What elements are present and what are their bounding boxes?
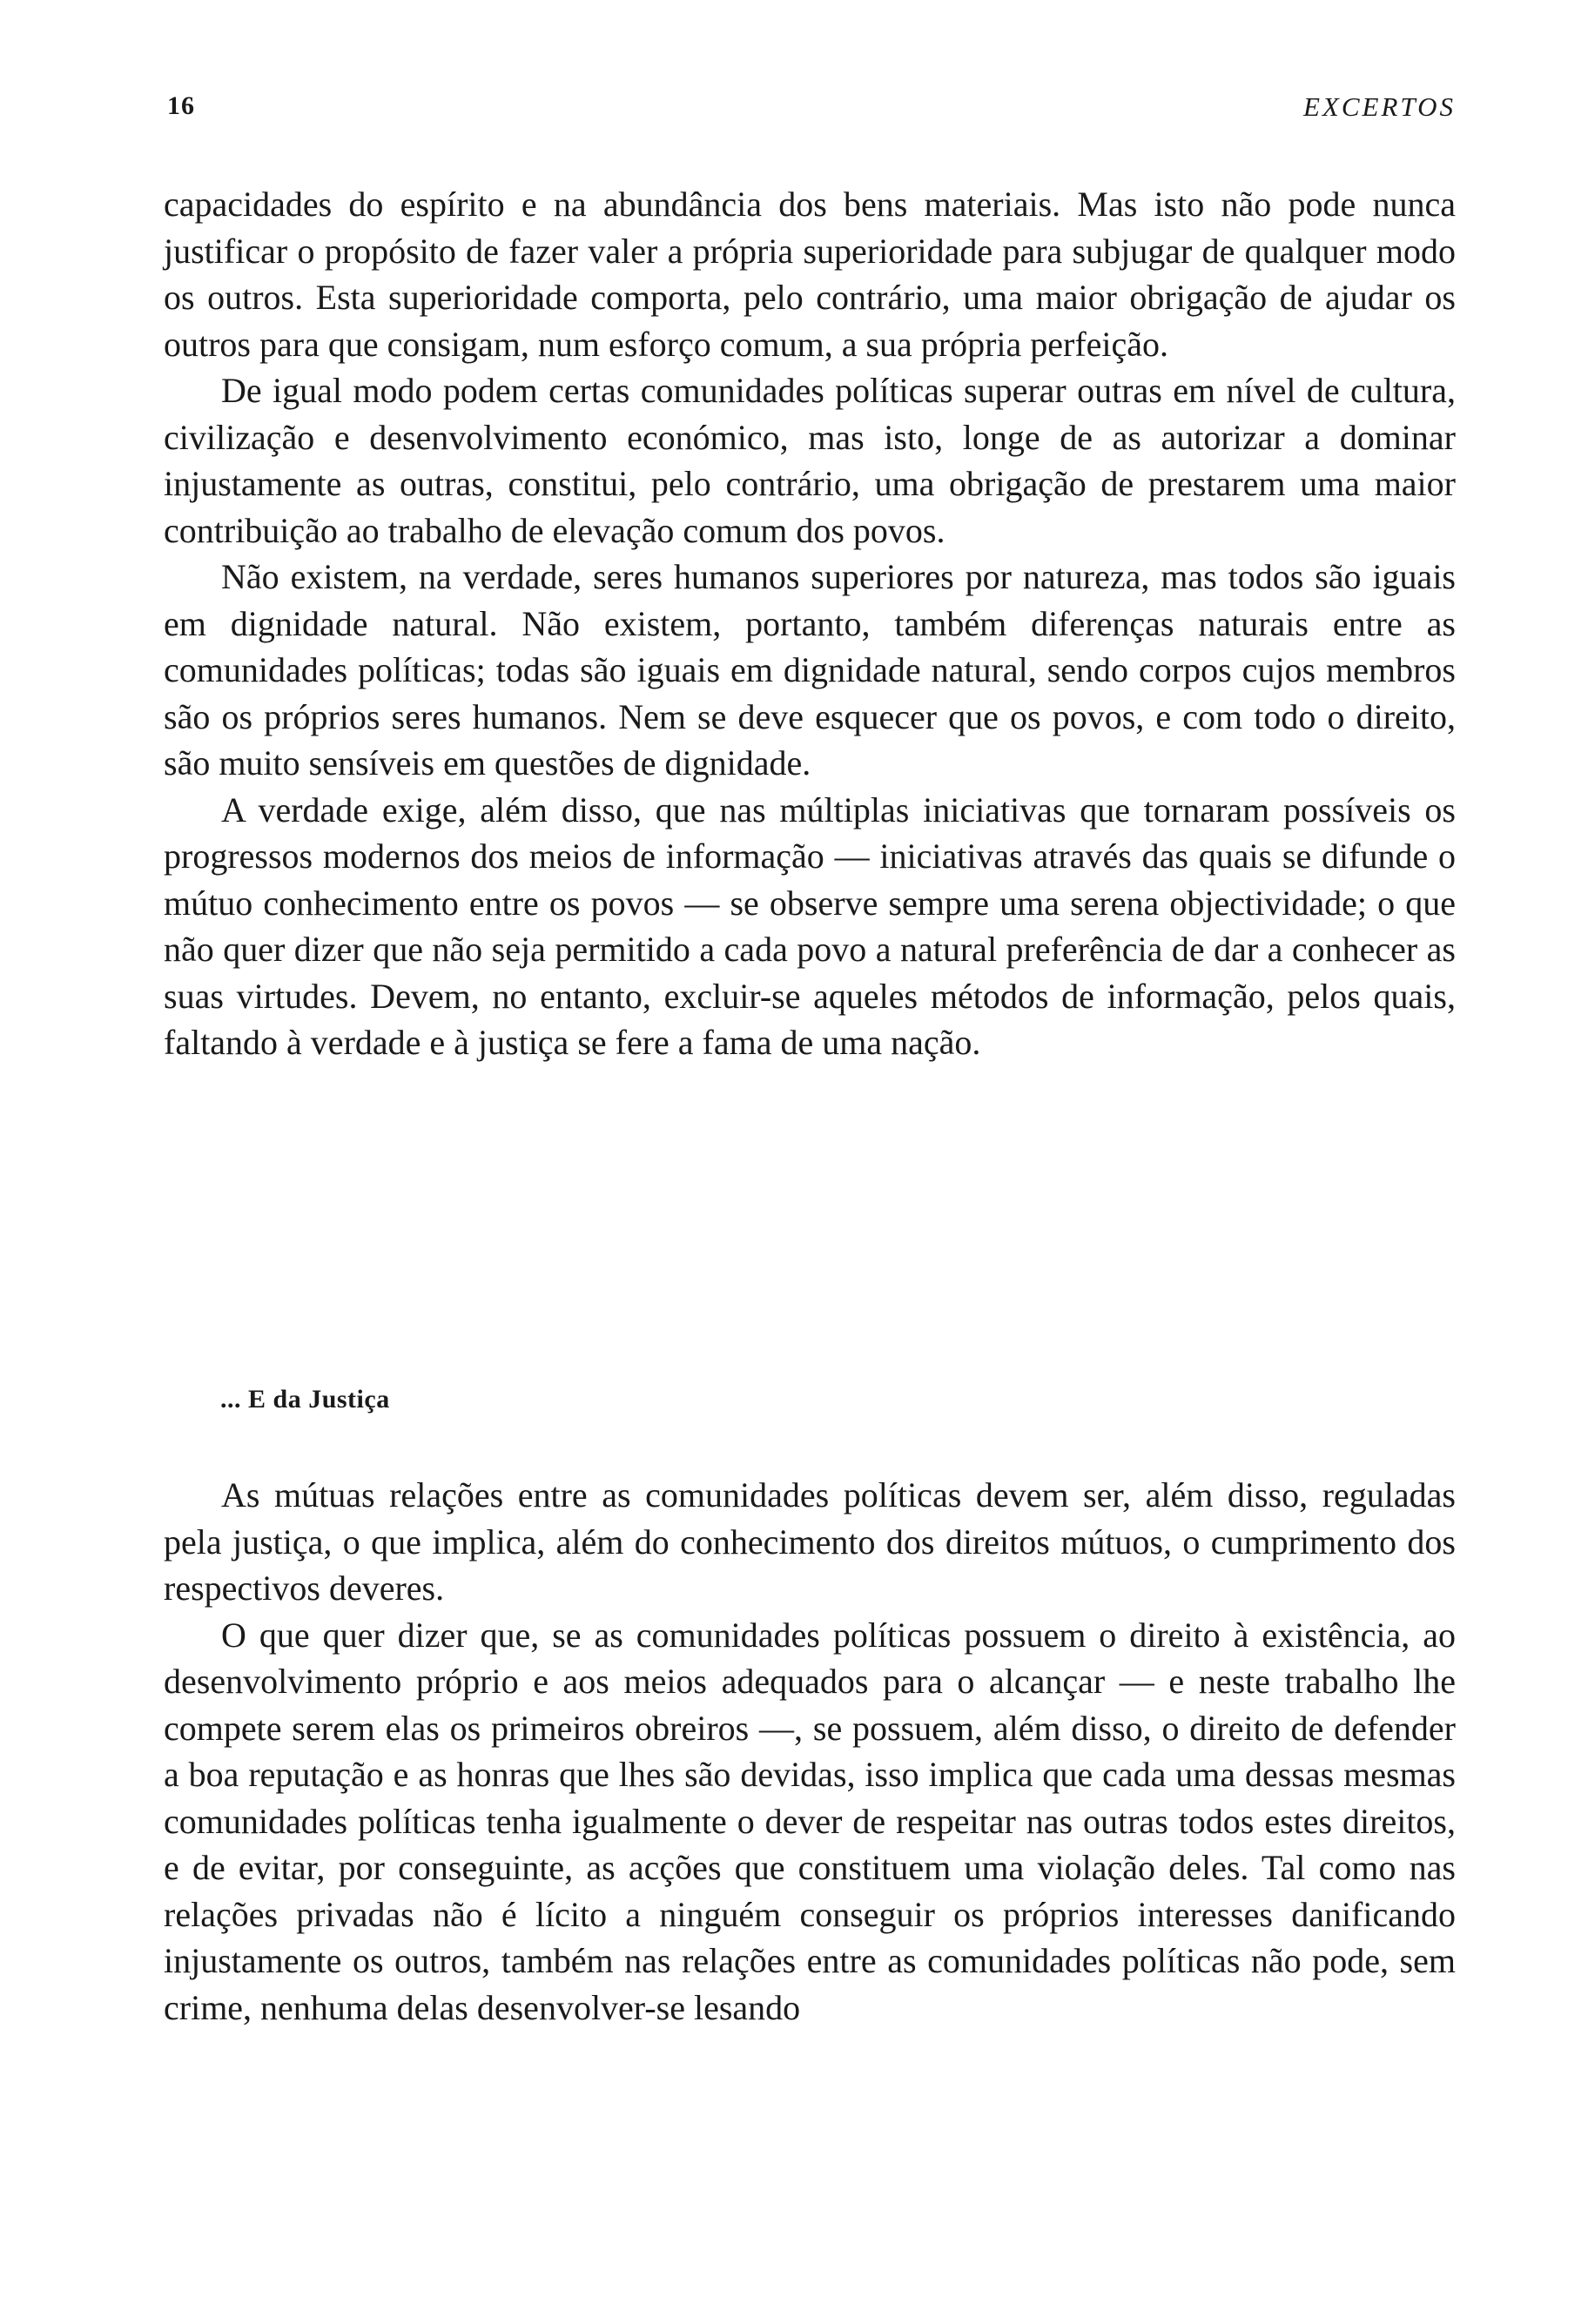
paragraph: As mútuas relações entre as comunidades políticas devem ser, além disso, reguladas pela justiça, o que implica, além do conhecimento dos direitos mútuos, o cumprimento dos respectivos deveres. [164,1475,1456,1608]
paragraph: capacidades do espírito e na abundância dos bens materiais. Mas isto não pode nunca justificar o propósito de fazer valer a própria superioridade para subjugar de qualquer modo os outros. Esta superioridade comporta, pelo contrário, uma maior obrigação de ajudar os outros para que consigam, num esforço comum, a sua própria perfeição. [164,185,1456,364]
paragraph: De igual modo podem certas comunidades políticas superar outras em nível de cultura, civilização e desenvolvimento económico, mas isto, longe de as autorizar a dominar injustamente as outras, constitui, pelo contrário, uma obrigação de prestarem uma maior contribuição ao trabalho de elevação comum dos povos. [164,371,1456,550]
paragraph: Não existem, na verdade, seres humanos superiores por natureza, mas todos são iguais em dignidade natural. Não existem, portanto, também diferenças naturais entre as comunidades políticas; todas são iguais em dignidade natural, sendo corpos cujos membros são os próprios seres humanos. Nem se deve esquecer que os povos, e com todo o direito, são muito sensíveis em questões de dignidade. [164,557,1456,783]
section-heading: ... E da Justiça [220,1385,390,1414]
running-header: EXCERTOS [1303,91,1456,122]
body-text-bottom [164,1472,1456,2031]
paragraph: A verdade exige, além disso, que nas múltiplas iniciativas que tornaram possíveis os progressos modernos dos meios de informação — iniciativas através das quais se difunde o mútuo conhecimento entre os povos — se observe sempre uma serena objectividade; o que não quer dizer que não seja permitido a cada povo a natural preferência de dar a conhecer as suas virtudes. Devem, no entanto, excluir-se aqueles métodos de informação, pelos quais, faltando à verdade e à justiça se fere a fama de uma nação. [164,789,1456,1062]
page-number: 16 [167,91,195,120]
paragraph: O que quer dizer que, se as comunidades políticas possuem o direito à existência, ao desenvolvimento próprio e aos meios adequados para o alcançar — e neste trabalho lhe compete serem elas os primeiros obreiros —, se possuem, além disso, o direito de defender a boa reputação e as honras que lhes são devidas, isso implica que cada uma dessas mesmas comunidades políticas tenha igualmente o dever de respeitar nas outras todos estes direitos, e de evitar, por conseguinte, as acções que constituem uma violação deles. Tal como nas relações privadas não é lícito a ninguém conseguir os próprios interesses danificando injustamente os outros, também nas relações entre as comunidades políticas não pode, sem crime, nenhuma delas desenvolver-se lesando [164,1615,1456,2027]
body-text-top [164,181,1456,1066]
